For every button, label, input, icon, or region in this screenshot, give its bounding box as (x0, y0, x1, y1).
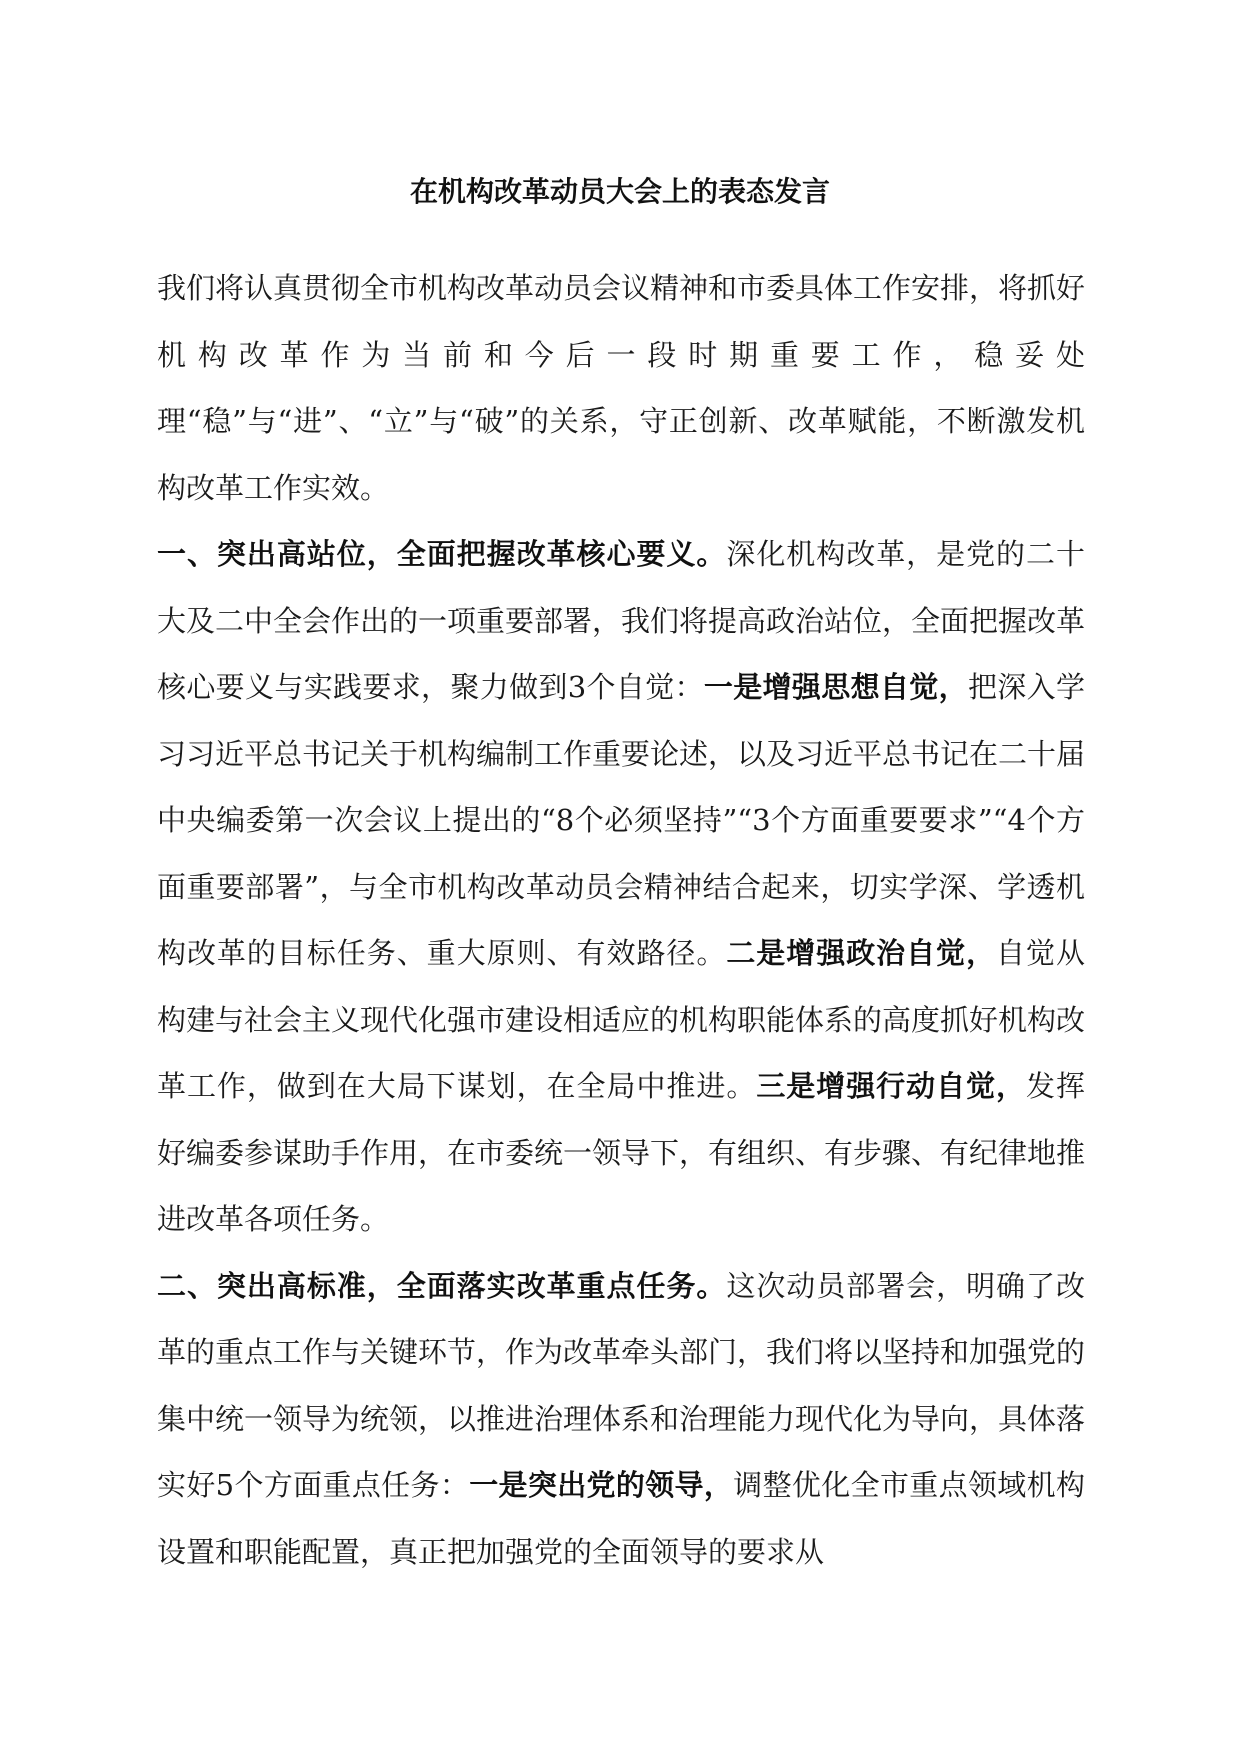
section-1-text: 深化机构改革，是党的二十大及二中全会作出的一项重要部署，我们将提高政治站位，全面把握改革核心要义与实践要求，聚力做到3个自觉： (157, 537, 1086, 704)
section-1-point-1-label: 一是增强思想自觉， (703, 670, 968, 704)
section-2-text: 这次动员部署会，明确了改革的重点工作与关键环节，作为改革牵头部门，我们将以坚持和加强党的集中统一领导为统领，以推进治理体系和治理能力现代化为导向，具体落实好5个方面重点任务： (157, 1268, 1086, 1502)
section-1-point-3-text: 发挥好编委参谋助手作用，在市委统一领导下，有组织、有步骤、有纪律地推进改革各项任务。 (157, 1069, 1086, 1236)
section-1-heading: 一、突出高站位，全面把握改革核心要义。 (157, 537, 727, 571)
section-1-point-2-label: 二是增强政治自觉， (726, 936, 997, 970)
document-title: 在机构改革动员大会上的表态发言 (409, 175, 830, 208)
section-2-heading: 二、突出高标准，全面落实改革重点任务。 (157, 1268, 727, 1303)
section-2-point-1-label: 一是突出党的领导， (469, 1468, 734, 1502)
document-body (157, 255, 1085, 1585)
section-1-point-1-text: 把深入学习习近平总书记关于机构编制工作重要论述，以及习近平总书记在二十届中央编委第一次会议上提出的“8个必须坚持”“3个方面重要要求”“4个方面重要部署”，与全市机构改革动员会精神结合起来，切实学深、学透机构改革的目标任务、重大原则、有效路径。 (157, 670, 1086, 970)
section-2-point-1-text: 调整优化全市重点领域机构设置和职能配置，真正把加强党的全面领导的要求从 (157, 1468, 1085, 1569)
intro-paragraph: 我们将认真贯彻全市机构改革动员会议精神和市委具体工作安排，将抓好机构改革作为当前和今后一段时期重要工作，稳妥处理“稳”与“进”、“立”与“破”的关系，守正创新、改革赋能，不断激发机构改革工作实效。 (157, 271, 1086, 505)
section-2-paragraph (157, 1253, 1085, 1586)
section-1-point-2-text: 自觉从构建与社会主义现代化强市建设相适应的机构职能体系的高度抓好机构改革工作，做到在大局下谋划，在全局中推进。 (157, 936, 1086, 1103)
section-1-paragraph (157, 521, 1085, 1253)
section-1-point-3-label: 三是增强行动自觉， (756, 1069, 1026, 1103)
